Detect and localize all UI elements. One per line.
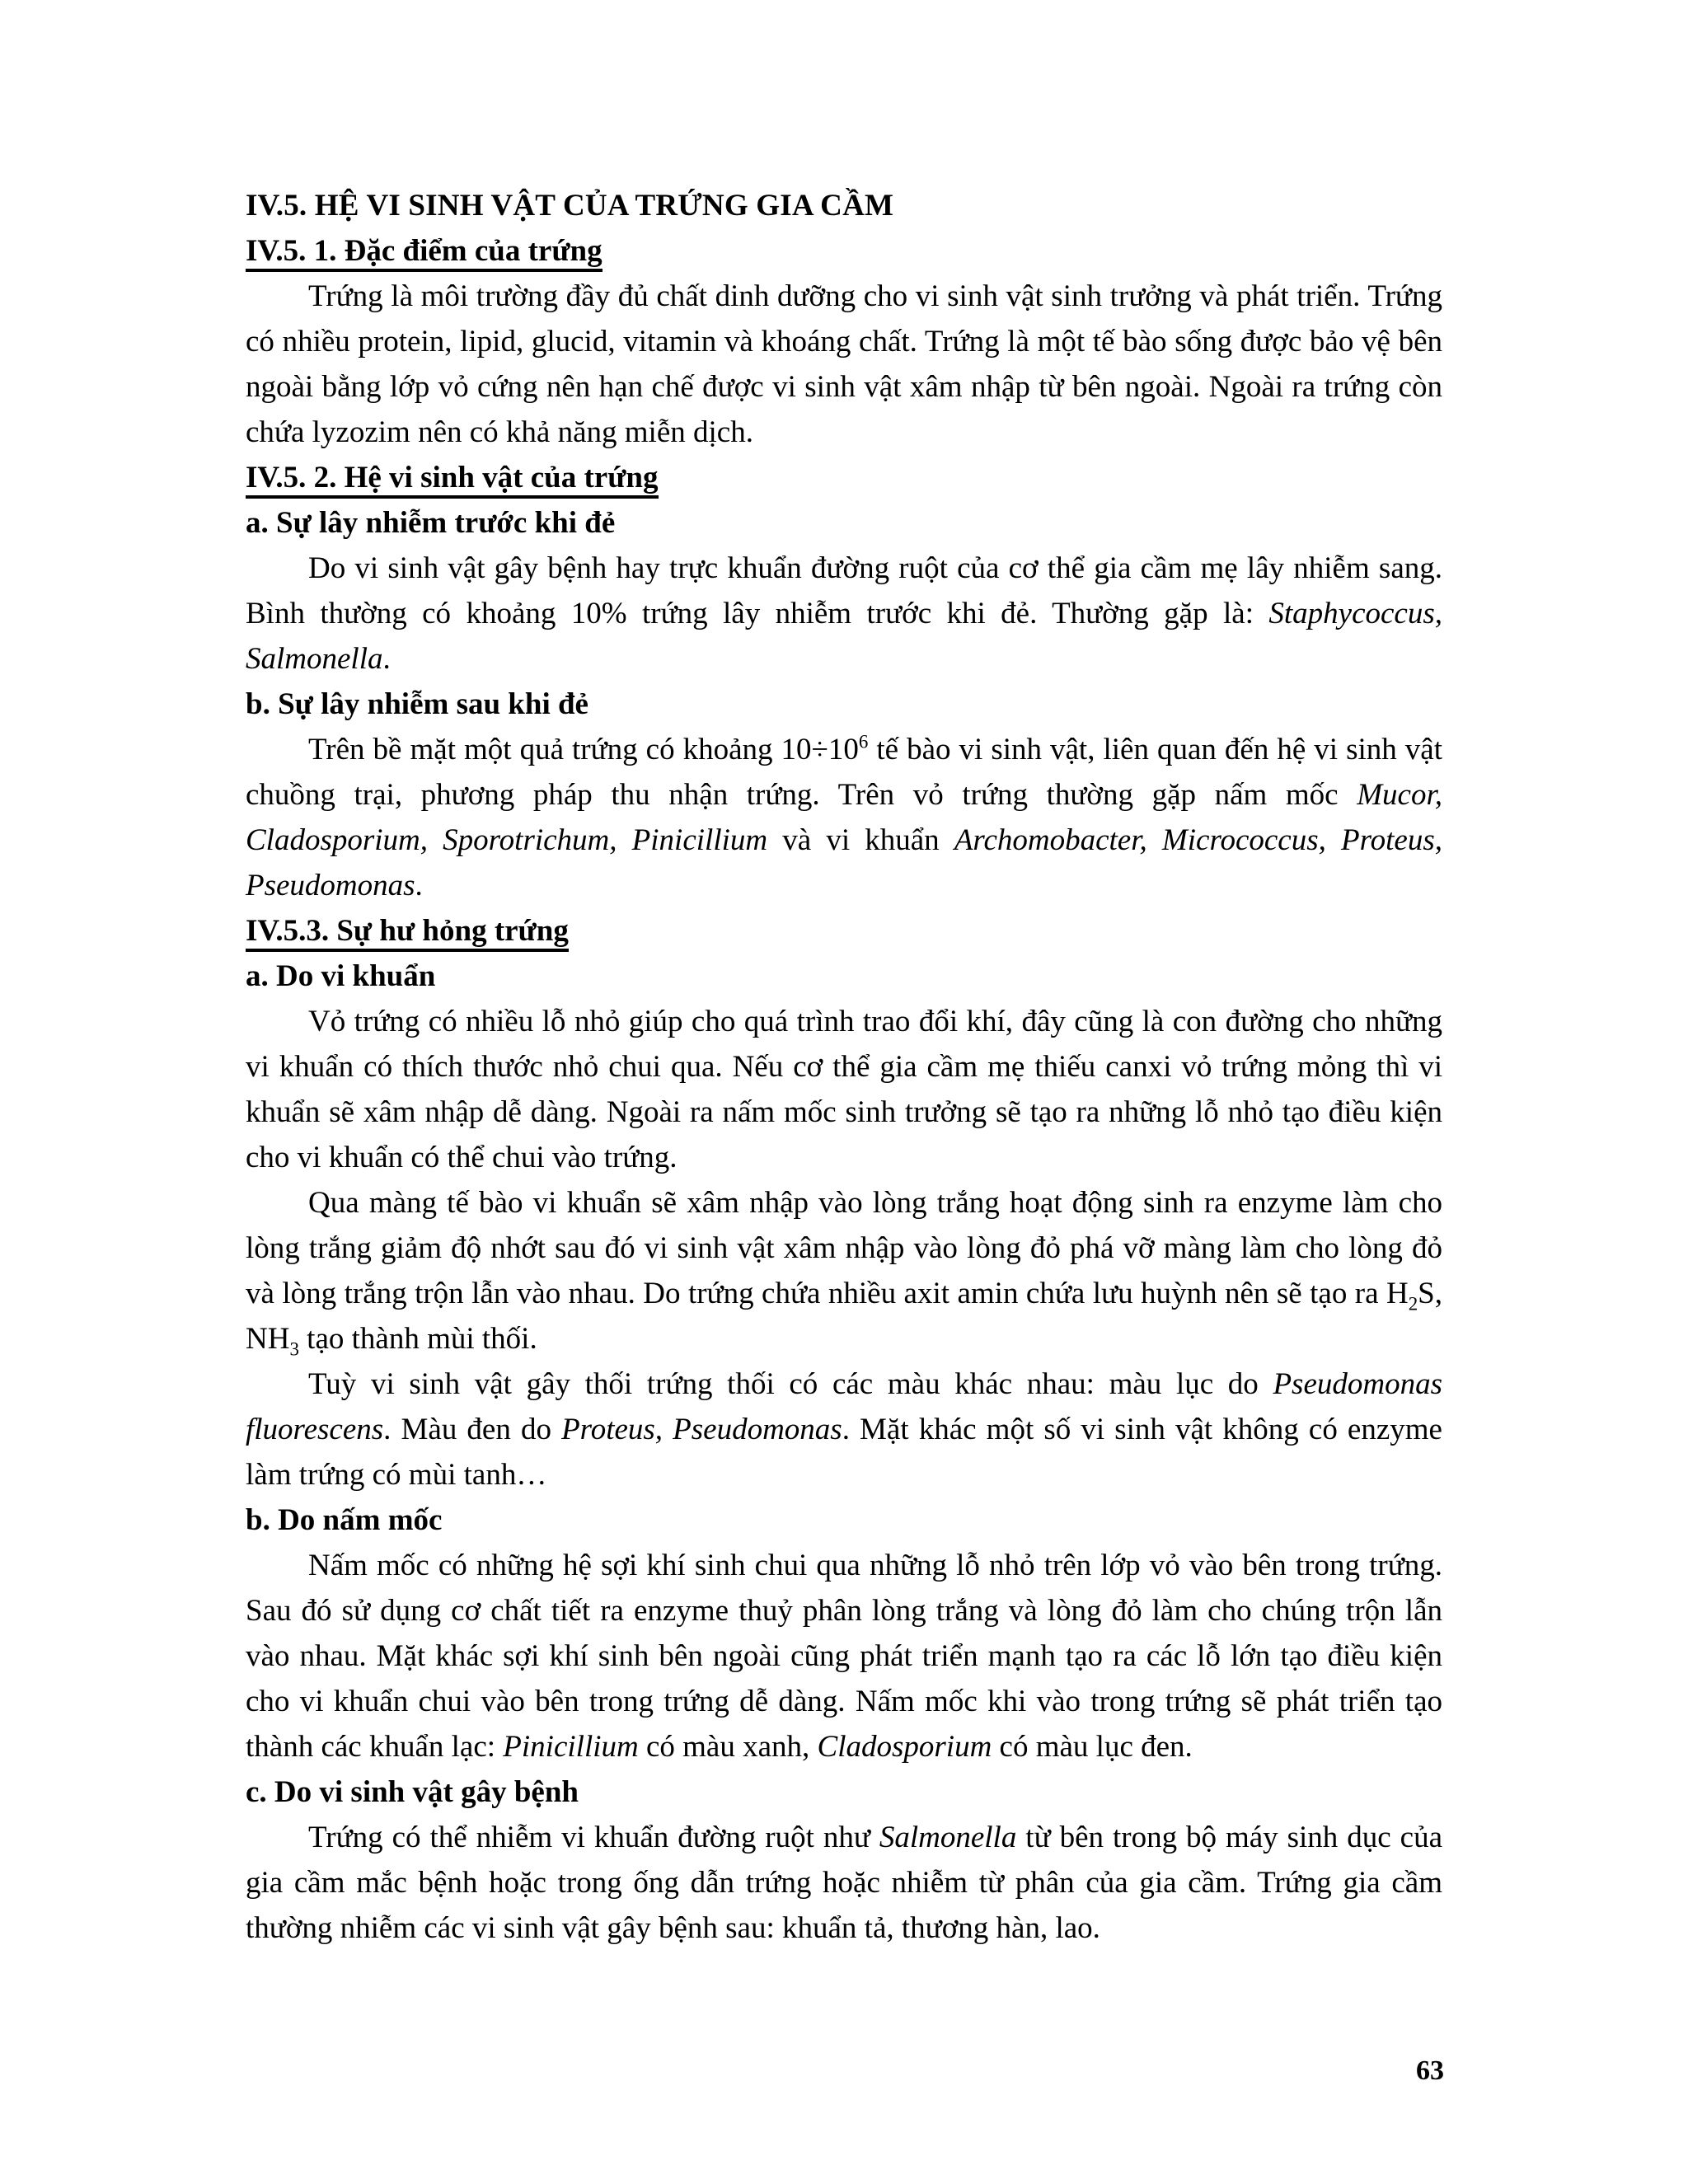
paragraph-part-2: . Màu đen do (383, 1413, 562, 1446)
heading-iv-5-3 (246, 908, 1442, 954)
exponent-six: 6 (858, 731, 869, 752)
paragraph-tail: . (382, 642, 391, 676)
paragraph-vsv-gay-benh (246, 1815, 1442, 1951)
paragraph-tuy-vi-sinh-vat (246, 1361, 1442, 1497)
paragraph-part-2: S, NH (246, 1277, 1442, 1356)
paragraph-part-3: có màu lục đen. (992, 1730, 1193, 1764)
species-salmonella: Salmonella (879, 1821, 1017, 1854)
paragraph-part-1: Trứng có thể nhiễm vi khuẩn đường ruột như (308, 1821, 879, 1854)
paragraph-part-3: . Mặt khác một số vi sinh vật không có enzyme làm trứng có mùi tanh… (246, 1413, 1442, 1492)
subheading-c-do-vsv-gay-benh (246, 1769, 1442, 1815)
heading-iv-5-2-text: IV.5. 2. Hệ vi sinh vật của trứng (246, 461, 659, 499)
species-proteus-pseudomonas: Proteus, Pseudomonas (561, 1413, 842, 1446)
subheading-text: a. Do vi khuẩn (246, 959, 436, 993)
subheading-a-truoc-khi-de (246, 500, 1442, 546)
fungi-names: Mucor, Cladosporium, Sporotrichum, Pinicillium (246, 778, 1442, 857)
subheading-text: b. Do nấm mốc (246, 1503, 443, 1537)
paragraph-dac-diem-cua-trung (246, 274, 1442, 455)
heading-iv-5-1 (246, 228, 1442, 274)
paragraph-part-1: Nấm mốc có những hệ sợi khí sinh chui qua những lỗ nhỏ trên lớp vỏ vào bên trong trứng. Sau đó sử dụng cơ chất tiết ra enzyme thuỷ phân lòng trắng và lòng đỏ làm cho chúng trộn lẫn vào nhau. Mặt khác sợi khí sinh bên ngoài cũng phát triển mạnh tạo ra các lỗ lớn tạo điều kiện cho vi khuẩn chui vào bên trong trứng dễ dàng. Nấm mốc khi vào trong trứng sẽ phát triển tạo thành các khuẩn lạc: (246, 1549, 1442, 1764)
species-pseudomonas-fluorescens: Pseudomonas fluorescens (246, 1367, 1442, 1446)
species-names-1: Staphycoccus, Salmonella (246, 597, 1442, 676)
paragraph-part-2: từ bên trong bộ máy sinh dục của gia cầm mắc bệnh hoặc trong ống dẫn trứng hoặc nhiễm từ phân của gia cầm. Trứng gia cầm thường nhiễm các vi sinh vật gây bệnh sau: khuẩn tả, thương hàn, lao. (246, 1821, 1442, 1945)
subheading-text: a. Sự lây nhiễm trước khi đẻ (246, 506, 616, 540)
paragraph-nam-moc (246, 1543, 1442, 1769)
paragraph-lead: Do vi sinh vật gây bệnh hay trực khuẩn đường ruột của cơ thể gia cầm mẹ lây nhiễm sang. Bình thường có khoảng 10% trứng lây nhiễm trước khi đẻ. Thường gặp là: (246, 551, 1442, 630)
heading-iv-5-2 (246, 455, 1442, 500)
paragraph-part-2: có màu xanh, (638, 1730, 818, 1764)
paragraph-lay-nhiem-truoc-khi-de (246, 546, 1442, 682)
subheading-text: c. Do vi sinh vật gây bệnh (246, 1775, 579, 1809)
subscript-two: 2 (1408, 1293, 1418, 1315)
page-content (246, 183, 1442, 1951)
paragraph-part-3: và vi khuẩn (767, 823, 954, 857)
subheading-b-do-nam-moc (246, 1497, 1442, 1543)
paragraph-part-3: tạo thành mùi thối. (298, 1322, 537, 1356)
paragraph-part-1: Qua màng tế bào vi khuẩn sẽ xâm nhập vào lòng trắng hoạt động sinh ra enzyme làm cho lòng trắng giảm độ nhớt sau đó vi sinh vật xâm nhập vào lòng đỏ phá vỡ màng làm cho lòng đỏ và lòng trắng trộn lẫn vào nhau. Do trứng chứa nhiều axit amin chứa lưu huỳnh nên sẽ tạo ra H (246, 1186, 1442, 1310)
paragraph-part-4: . (415, 869, 423, 902)
heading-iv-5-3-text: IV.5.3. Sự hư hỏng trứng (246, 914, 569, 952)
paragraph-text: Trứng là môi trường đầy đủ chất dinh dưỡng cho vi sinh vật sinh trưởng và phát triển. Trứng có nhiều protein, lipid, glucid, vitamin và khoáng chất. Trứng là một tế bào sống được bảo vệ bên ngoài bằng lớp vỏ cứng nên hạn chế được vi sinh vật xâm nhập từ bên ngoài. Ngoài ra trứng còn chứa lyzozim nên có khả năng miễn dịch. (246, 279, 1442, 449)
bacteria-names: Archomobacter, Micrococcus, Proteus, Pseudomonas (246, 823, 1443, 902)
paragraph-part-1: Trên bề mặt một quả trứng có khoảng 10÷10 (308, 733, 859, 766)
subheading-a-do-vi-khuan (246, 954, 1442, 999)
heading-iv-5-1-text: IV.5. 1. Đặc điểm của trứng (246, 234, 603, 272)
paragraph-qua-mang-te-bao (246, 1180, 1442, 1361)
main-heading (246, 183, 1442, 228)
paragraph-vo-trung-lo-nho (246, 999, 1442, 1180)
paragraph-part-2: tế bào vi sinh vật, liên quan đến hệ vi sinh vật chuồng trại, phương pháp thu nhận trứng. Trên vỏ trứng thường gặp nấm mốc (246, 733, 1442, 812)
species-pinicillium: Pinicillium (503, 1730, 639, 1764)
subheading-text: b. Sự lây nhiễm sau khi đẻ (246, 687, 588, 721)
subheading-b-sau-khi-de (246, 682, 1442, 727)
main-heading-text: IV.5. HỆ VI SINH VẬT CỦA TRỨNG GIA CẦM (246, 189, 894, 223)
paragraph-lay-nhiem-sau-khi-de (246, 727, 1442, 908)
paragraph-part-1: Tuỳ vi sinh vật gây thối trứng thối có các màu khác nhau: màu lục do (308, 1367, 1273, 1401)
species-cladosporium: Cladosporium (817, 1730, 992, 1764)
page-number: 63 (1416, 2055, 1444, 2086)
subscript-three: 3 (289, 1338, 299, 1360)
paragraph-text: Vỏ trứng có nhiều lỗ nhỏ giúp cho quá trình trao đổi khí, đây cũng là con đường cho những vi khuẩn có thích thước nhỏ chui qua. Nếu cơ thể gia cầm mẹ thiếu canxi vỏ trứng mỏng thì vi khuẩn sẽ xâm nhập dễ dàng. Ngoài ra nấm mốc sinh trưởng sẽ tạo ra những lỗ nhỏ tạo điều kiện cho vi khuẩn có thể chui vào trứng. (246, 1005, 1442, 1174)
